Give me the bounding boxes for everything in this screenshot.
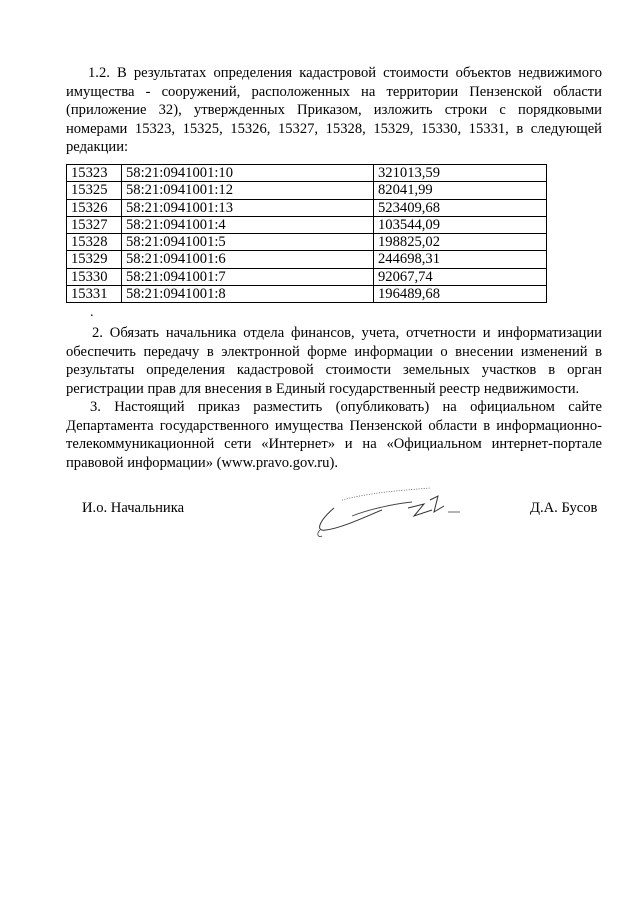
cadastral-number-cell: 58:21:0941001:4 [122, 216, 374, 233]
table-row [67, 199, 547, 216]
cadastral-value-cell: 198825,02 [374, 234, 547, 251]
cadastral-number-cell: 58:21:0941001:8 [122, 286, 374, 303]
row-number-cell: 15325 [67, 182, 122, 199]
row-number-cell: 15330 [67, 268, 122, 285]
paragraph-1-2: 1.2. В результатах определения кадастровой стоимости объектов недвижимого имущества - сооружений, расположенных на территории Пензенской области (приложение 32), утвержденных Приказом, изложить строки с порядковыми номерами 15323, 15325, 15326, 15327, 15328, 15329, 15330, 15331, в следующей редакции: [66, 65, 602, 156]
table-row [67, 268, 547, 285]
table-row [67, 234, 547, 251]
cadastral-value-cell: 196489,68 [374, 286, 547, 303]
cadastral-value-cell: 82041,99 [374, 182, 547, 199]
row-number-cell: 15328 [67, 234, 122, 251]
cadastral-value-cell: 92067,74 [374, 268, 547, 285]
cadastral-number-cell: 58:21:0941001:10 [122, 165, 374, 182]
paragraph-3: 3. Настоящий приказ разместить (опубликовать) на официальном сайте Департамента государственного имущества Пензенской области в информационно-телекоммуникационной сети «Интернет» и на «Официальном интернет-портале правовой информации» (www.pravo.gov.ru). [66, 399, 602, 471]
cadastral-value-cell: 321013,59 [374, 165, 547, 182]
table-row [67, 251, 547, 268]
cadastral-number-cell: 58:21:0941001:7 [122, 268, 374, 285]
signatory-position: И.о. Начальника [82, 500, 185, 516]
row-number-cell: 15331 [67, 286, 122, 303]
cadastral-number-cell: 58:21:0941001:13 [122, 199, 374, 216]
cadastral-value-cell: 103544,09 [374, 216, 547, 233]
table-row [67, 165, 547, 182]
row-number-cell: 15327 [67, 216, 122, 233]
cadastral-value-cell: 523409,68 [374, 199, 547, 216]
paragraph-2: 2. Обязать начальника отдела финансов, учета, отчетности и информатизации обеспечить передачу в электронной форме информации о внесении изменений в результаты определения кадастровой стоимости земельных участков в орган регистрации прав для внесения в Единый государственный реестр недвижимости. [66, 325, 602, 397]
table-row [67, 182, 547, 199]
cadastral-number-cell: 58:21:0941001:6 [122, 251, 374, 268]
table-row [67, 286, 547, 303]
cadastral-table [66, 164, 547, 303]
cadastral-number-cell: 58:21:0941001:5 [122, 234, 374, 251]
row-number-cell: 15326 [67, 199, 122, 216]
stray-mark: . [90, 305, 94, 320]
row-number-cell: 15323 [67, 165, 122, 182]
table-row [67, 216, 547, 233]
handwritten-signature [312, 486, 462, 538]
row-number-cell: 15329 [67, 251, 122, 268]
cadastral-value-cell: 244698,31 [374, 251, 547, 268]
signatory-name: Д.А. Бусов [530, 500, 598, 516]
cadastral-number-cell: 58:21:0941001:12 [122, 182, 374, 199]
